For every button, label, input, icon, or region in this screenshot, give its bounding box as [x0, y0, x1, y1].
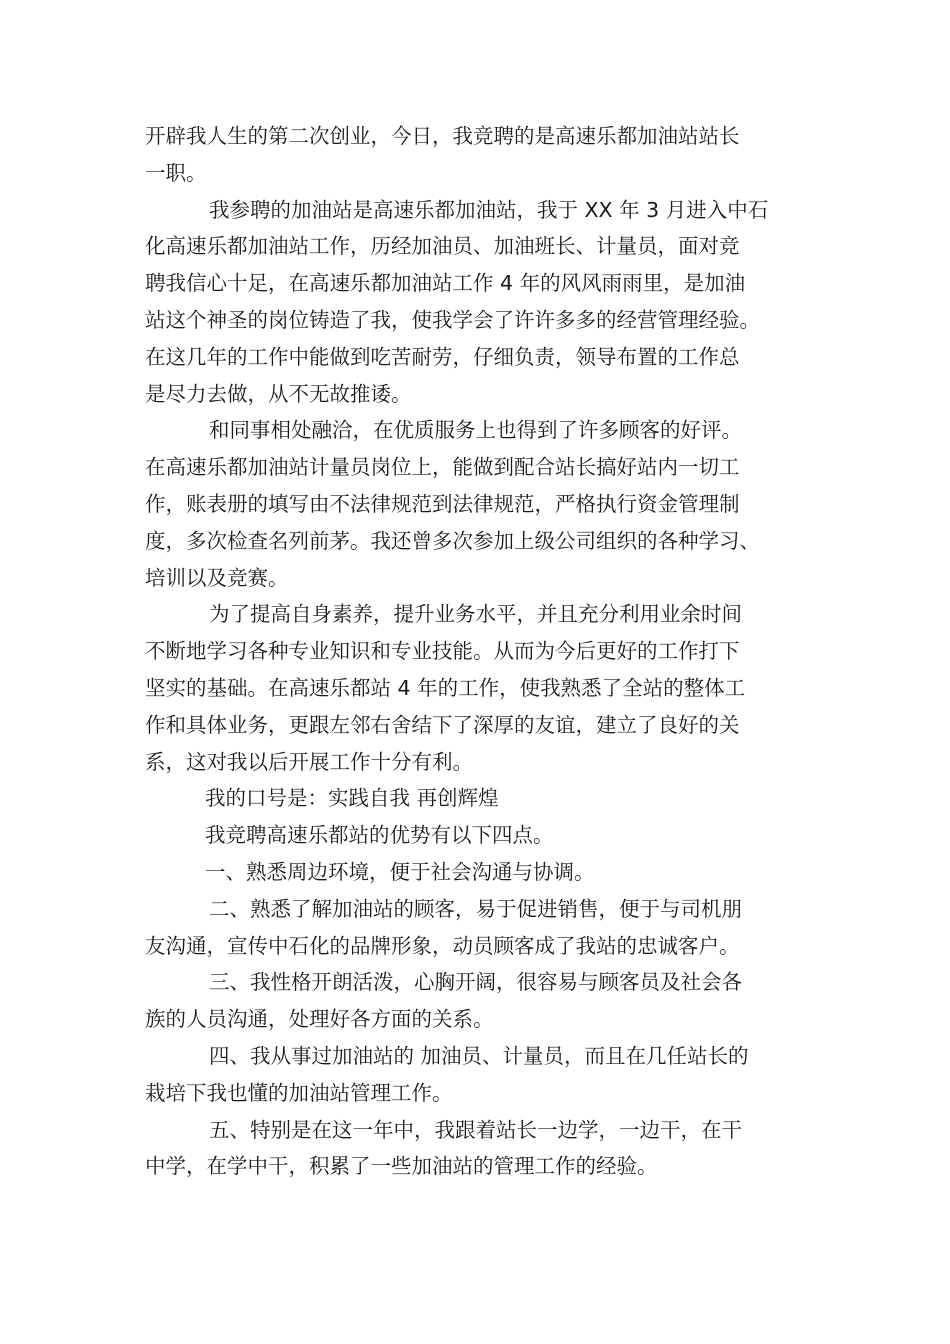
paragraph-start-line: 我参聘的加油站是高速乐都加油站，我于 XX 年 3 月进入中石 [209, 197, 769, 222]
list-item-4: 四、我从事过加油站的 加油员、计量员，而且在几任站长的 [209, 1043, 749, 1068]
text-line: 聘我信心十足，在高速乐都加油站工作 4 年的风风雨雨里，是加油 [145, 271, 746, 296]
text-line: 在高速乐都加油站计量员岗位上，能做到配合站长搞好站内一切工 [145, 455, 740, 480]
text-line: 不断地学习各种专业知识和专业技能。从而为今后更好的工作打下 [145, 639, 740, 664]
text-line: 作，账表册的填写由不法律规范到法律规范，严格执行资金管理制 [145, 491, 740, 516]
list-item-3: 三、我性格开朗活泼，心胸开阔，很容易与顾客员及社会各 [209, 970, 742, 995]
text-line: 坚实的基础。在高速乐都站 4 年的工作，使我熟悉了全站的整体工 [145, 675, 746, 700]
text-line: 栽培下我也懂的加油站管理工作。 [145, 1080, 453, 1105]
text-line: 族的人员沟通，处理好各方面的关系。 [145, 1007, 494, 1032]
document-body [145, 118, 815, 1185]
text-line: 作和具体业务，更跟左邻右舍结下了深厚的友谊，建立了良好的关 [145, 712, 740, 737]
paragraph-start-line: 和同事相处融洽，在优质服务上也得到了许多顾客的好评。 [209, 418, 742, 443]
text-line: 一职。 [145, 160, 207, 185]
text-line: 在这几年的工作中能做到吃苦耐劳，仔细负责，领导布置的工作总 [145, 344, 740, 369]
text-line: 培训以及竞赛。 [145, 565, 289, 590]
list-item-2: 二、熟悉了解加油站的顾客，易于促进销售，便于与司机朋 [209, 896, 742, 921]
list-item-5: 五、特别是在这一年中，我跟着站长一边学，一边干，在干 [209, 1117, 742, 1142]
paragraph-start-line: 为了提高自身素养，提升业务水平，并且充分利用业余时间 [209, 602, 742, 627]
text-line: 友沟通，宣传中石化的品牌形象，动员顾客成了我站的忠诚客户。 [145, 933, 740, 958]
text-line: 度，多次检查名列前茅。我还曾多次参加上级公司组织的各种学习、 [145, 528, 760, 553]
slogan-line: 我的口号是：实践自我 再创辉煌 [205, 786, 499, 811]
text-line: 系，这对我以后开展工作十分有利。 [145, 749, 473, 774]
list-item-1: 一、熟悉周边环境，便于社会沟通与协调。 [205, 859, 595, 884]
text-line: 开辟我人生的第二次创业，今日，我竞聘的是高速乐都加油站站长 [145, 124, 740, 148]
text-line: 站这个神圣的岗位铸造了我，使我学会了许许多多的经营管理经验。 [145, 307, 760, 332]
text-line: 化高速乐都加油站工作，历经加油员、加油班长、计量员，面对竞 [145, 234, 740, 259]
paragraph-start-line: 我竞聘高速乐都站的优势有以下四点。 [205, 823, 554, 848]
text-line: 中学，在学中干，积累了一些加油站的管理工作的经验。 [145, 1154, 658, 1179]
text-line: 是尽力去做，从不无故推诿。 [145, 381, 412, 406]
